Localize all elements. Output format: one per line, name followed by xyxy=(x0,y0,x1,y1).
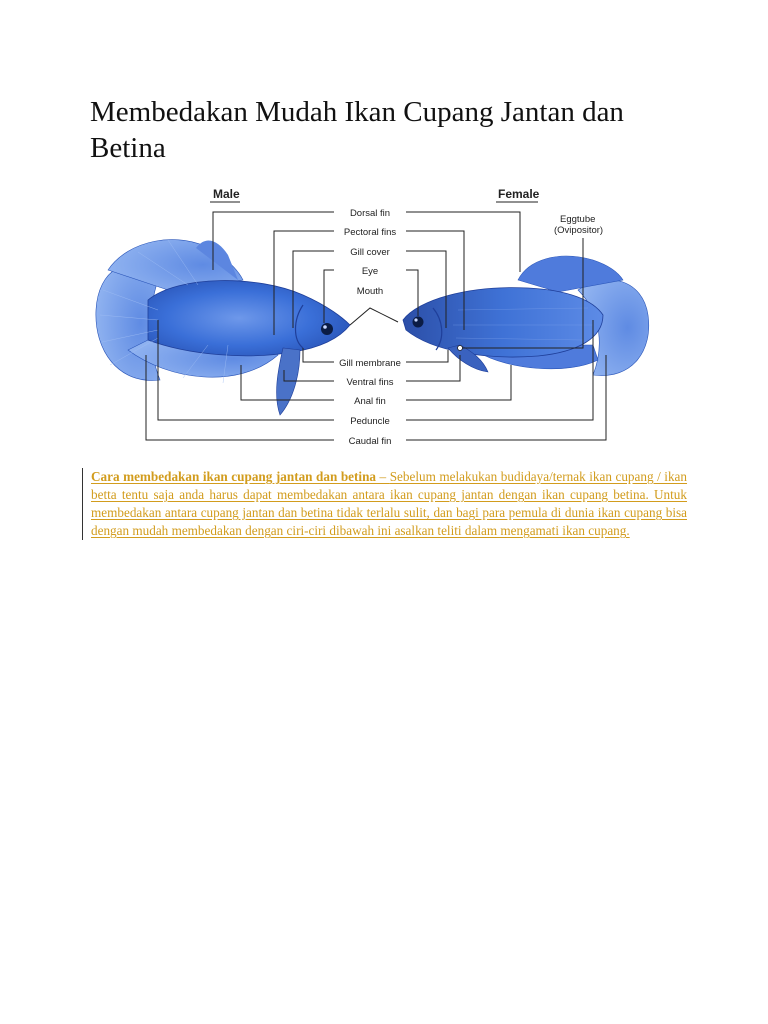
female-fish-illustration xyxy=(403,256,649,375)
label-pectoral-fins: Pectoral fins xyxy=(343,227,397,238)
page-title: Membedakan Mudah Ikan Cupang Jantan dan Betina xyxy=(90,96,624,164)
label-dorsal-fin: Dorsal fin xyxy=(349,208,391,219)
intro-dash: – xyxy=(376,469,390,484)
female-body-shape xyxy=(403,288,603,357)
male-eye-shape xyxy=(321,323,333,335)
label-gill-cover: Gill cover xyxy=(350,247,390,258)
male-fish-illustration xyxy=(96,240,350,415)
intro-paragraph xyxy=(82,468,687,540)
intro-body-text[interactable]: Sebelum melakukan budidaya/ternak ikan cupang / ikan betta tentu saja anda harus dapat membedakan antara ikan cupang jantan dengan ikan cupang betina. Untuk membedakan antara cupang jantan dan betina tidak terlalu sulit, dan bagi para pemula di dunia ikan cupang bisa dengan mudah membedakan dengan ciri-ciri dibawah ini asalkan teliti dalam mengamati ikan cupang. xyxy=(91,469,688,538)
male-body-shape xyxy=(148,281,350,356)
betta-anatomy-figure xyxy=(88,180,658,450)
intro-lead-link[interactable]: Cara membedakan ikan cupang jantan dan betina xyxy=(91,469,377,484)
ovipositor-label: (Ovipositor) xyxy=(554,225,604,236)
female-label: Female xyxy=(498,187,540,201)
label-peduncle: Peduncle xyxy=(350,416,390,427)
eggtube-marker xyxy=(458,346,463,351)
label-eye: Eye xyxy=(361,266,379,277)
label-anal-fin: Anal fin xyxy=(354,396,386,407)
eggtube-label: Eggtube xyxy=(560,214,596,225)
label-ventral-fins: Ventral fins xyxy=(346,377,394,388)
betta-anatomy-diagram xyxy=(88,180,658,450)
label-mouth: Mouth xyxy=(356,286,384,297)
female-eye-shape xyxy=(413,317,424,328)
label-caudal-fin: Caudal fin xyxy=(348,436,392,447)
label-gill-membrane: Gill membrane xyxy=(339,358,401,369)
male-label: Male xyxy=(213,187,240,201)
